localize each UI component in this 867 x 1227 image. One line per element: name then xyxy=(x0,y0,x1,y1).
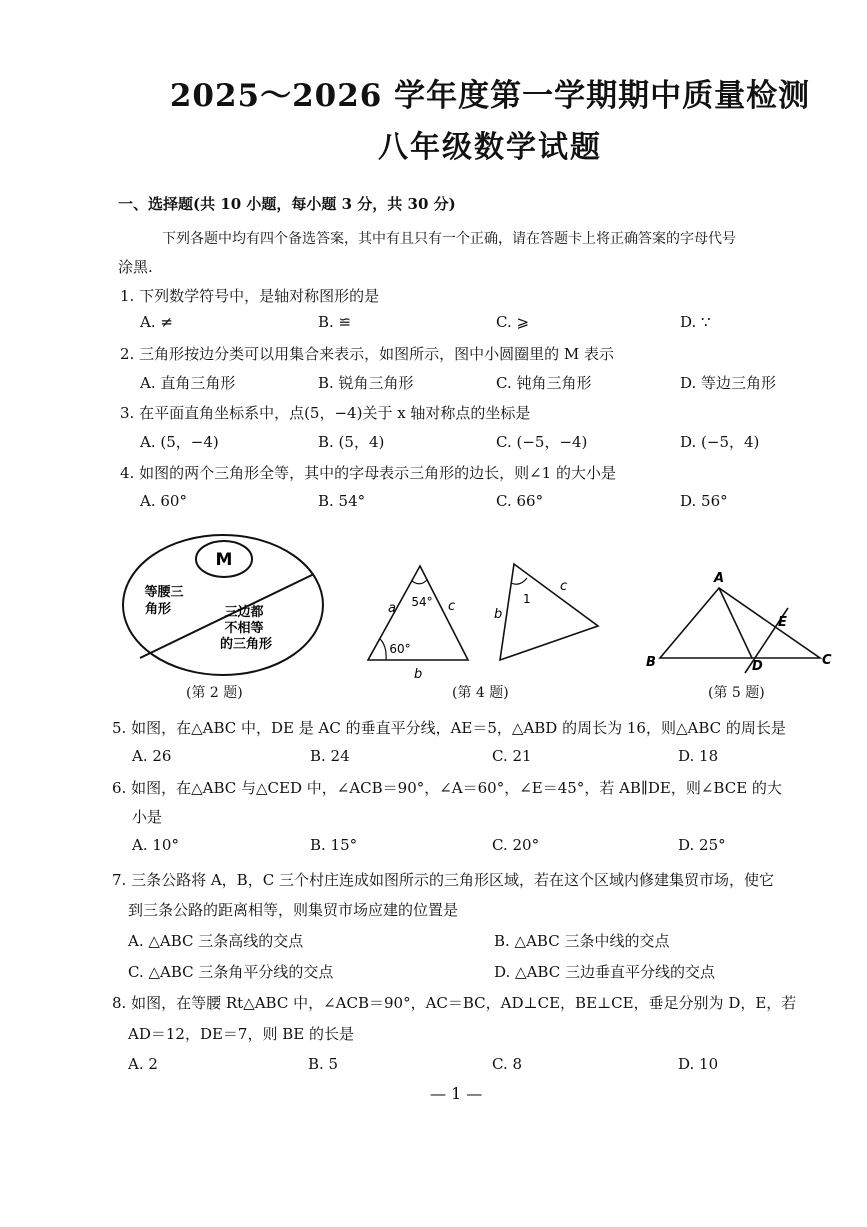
t1-side-b: b xyxy=(414,667,423,681)
triangle-1-top-arc xyxy=(412,580,427,584)
q7-option-b: B. △ABC 三条中线的交点 xyxy=(494,932,670,950)
question-7-stem-cont: 到三条公路的距离相等，则集贸市场应建的位置是 xyxy=(128,901,459,919)
q7-option-a: A. △ABC 三条高线的交点 xyxy=(128,932,304,950)
scalene-label-3: 的三角形 xyxy=(219,637,273,652)
q2-option-b: B. 锐角三角形 xyxy=(318,374,414,392)
question-6-stem-cont: 小是 xyxy=(132,808,163,826)
q2-option-a: A. 直角三角形 xyxy=(140,374,236,392)
triangle-abc xyxy=(660,588,820,658)
t1-bottom-angle: 60° xyxy=(389,642,411,656)
t2-side-b: b xyxy=(494,607,503,622)
q4-option-a: A. 60° xyxy=(140,492,187,510)
label-b: B xyxy=(646,655,656,670)
exam-title: 2025～2026 学年度第一学期期中质量检测 xyxy=(169,78,811,114)
question-8-stem: 8. 如图，在等腰 Rt△ABC 中，∠ACB＝90°，AC＝BC，AD⊥CE，BE⊥CE，垂足分别为 D，E，若 xyxy=(112,994,797,1012)
q8-option-c: C. 8 xyxy=(492,1055,523,1073)
q2-option-d: D. 等边三角形 xyxy=(680,374,777,392)
t1-side-c: c xyxy=(448,599,456,614)
q3-option-d: D. (−5，4) xyxy=(680,433,760,451)
triangle-1-left-arc xyxy=(380,639,386,660)
q8-option-b: B. 5 xyxy=(308,1055,339,1073)
q4-option-c: C. 66° xyxy=(496,492,544,510)
m-label: M xyxy=(215,550,233,570)
q6-option-c: C. 20° xyxy=(492,836,540,854)
page-number: — 1 — xyxy=(430,1084,483,1103)
instruction-line-2: 涂黑. xyxy=(118,258,153,276)
q6-option-d: D. 25° xyxy=(678,836,726,854)
figure-5-caption: (第 5 题) xyxy=(708,685,765,701)
q7-option-c: C. △ABC 三条角平分线的交点 xyxy=(128,963,334,981)
question-2-stem: 2. 三角形按边分类可以用集合来表示，如图所示，图中小圆圈里的 M 表示 xyxy=(120,345,614,363)
q3-option-c: C. (−5，−4) xyxy=(496,433,588,451)
q5-option-b: B. 24 xyxy=(310,747,350,765)
q8-option-a: A. 2 xyxy=(128,1055,158,1073)
exam-subtitle: 八年级数学试题 xyxy=(378,130,602,165)
q5-option-c: C. 21 xyxy=(492,747,532,765)
instruction-line-1: 下列各题中均有四个备选答案，其中有且只有一个正确，请在答题卡上将正确答案的字母代号 xyxy=(162,231,736,247)
t1-side-a: a xyxy=(388,601,396,616)
label-c: C xyxy=(822,653,832,668)
q4-option-b: B. 54° xyxy=(318,492,366,510)
label-d: D xyxy=(752,659,763,674)
q1-option-b: B. ≌ xyxy=(318,313,352,331)
q5-option-a: A. 26 xyxy=(132,747,172,765)
t1-top-angle: 54° xyxy=(411,595,433,609)
isosceles-label-1: 等腰三 xyxy=(144,585,184,600)
t2-side-c: c xyxy=(560,579,568,594)
q8-option-d: D. 10 xyxy=(678,1055,719,1073)
question-3-stem: 3. 在平面直角坐标系中，点(5，−4)关于 x 轴对称点的坐标是 xyxy=(120,404,531,422)
figure-4 xyxy=(360,556,620,681)
q2-option-c: C. 钝角三角形 xyxy=(496,374,592,392)
figure-4-caption: (第 4 题) xyxy=(452,685,509,701)
q3-option-b: B. (5，4) xyxy=(318,433,385,451)
q1-option-d: D. ∵ xyxy=(680,313,711,331)
question-4-stem: 4. 如图的两个三角形全等，其中的字母表示三角形的边长，则∠1 的大小是 xyxy=(120,464,616,482)
scalene-label-1: 三边都 xyxy=(224,605,264,620)
figure-5 xyxy=(640,568,840,678)
q3-option-a: A. (5，−4) xyxy=(140,433,219,451)
scalene-label-2: 不相等 xyxy=(224,621,264,636)
q1-option-c: C. ⩾ xyxy=(496,313,530,331)
section-heading: 一、选择题(共 10 小题，每小题 3 分，共 30 分) xyxy=(118,195,456,213)
figure-2 xyxy=(118,530,328,680)
question-7-stem: 7. 三条公路将 A，B，C 三个村庄连成如图所示的三角形区域，若在这个区域内修建集贸市场，使它 xyxy=(112,871,774,889)
q4-option-d: D. 56° xyxy=(680,492,728,510)
triangle-2-arc xyxy=(511,578,527,584)
q1-option-a: A. ≠ xyxy=(140,313,173,331)
q6-option-b: B. 15° xyxy=(310,836,358,854)
q7-option-d: D. △ABC 三边垂直平分线的交点 xyxy=(494,963,715,981)
question-1-stem: 1. 下列数学符号中，是轴对称图形的是 xyxy=(120,287,380,305)
label-e: E xyxy=(778,615,787,630)
question-6-stem: 6. 如图，在△ABC 与△CED 中，∠ACB＝90°，∠A＝60°，∠E＝45°，若 AB∥DE，则∠BCE 的大 xyxy=(112,779,782,797)
question-8-stem-cont: AD＝12，DE＝7，则 BE 的长是 xyxy=(128,1025,354,1043)
t2-angle-1: 1 xyxy=(523,592,531,606)
label-a: A xyxy=(714,571,725,586)
q5-option-d: D. 18 xyxy=(678,747,719,765)
figure-2-caption: (第 2 题) xyxy=(186,685,243,701)
isosceles-label-2: 角形 xyxy=(144,602,172,617)
triangle-2 xyxy=(500,564,598,660)
q6-option-a: A. 10° xyxy=(132,836,179,854)
question-5-stem: 5. 如图，在△ABC 中，DE 是 AC 的垂直平分线，AE＝5，△ABD 的周长为 16，则△ABC 的周长是 xyxy=(112,719,786,737)
